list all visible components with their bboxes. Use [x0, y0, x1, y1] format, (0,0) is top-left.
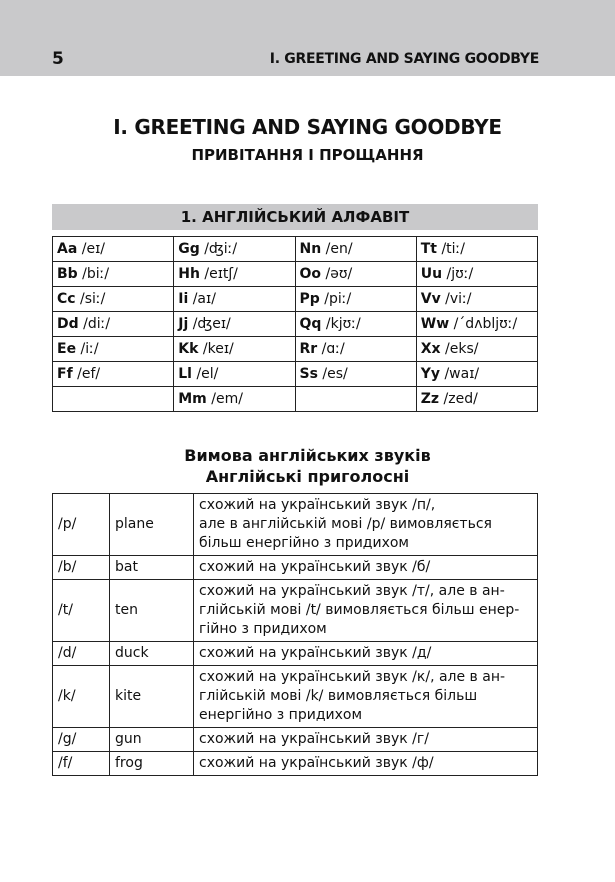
- alphabet-cell: [174, 312, 295, 337]
- consonant-row: [53, 556, 538, 580]
- example-word: frog: [110, 752, 194, 776]
- letter: Ee: [57, 341, 77, 357]
- letter: Xx: [420, 341, 441, 357]
- sound-symbol: /d/: [53, 642, 110, 666]
- alphabet-row: [53, 337, 538, 362]
- description-line: схожий на український звук /т/, але в ан-: [199, 583, 505, 599]
- sound-symbol: /p/: [53, 494, 110, 556]
- alphabet-cell: [416, 262, 537, 287]
- transcription: /əʊ/: [325, 266, 353, 282]
- pronunciation-heading: Вимова англійських звуків: [184, 446, 431, 465]
- alphabet-row: [53, 362, 538, 387]
- consonant-row: [53, 494, 538, 556]
- description-line: схожий на український звук /б/: [199, 559, 431, 575]
- transcription: /eks/: [445, 341, 479, 357]
- sound-description: [194, 580, 538, 642]
- example-word: ten: [110, 580, 194, 642]
- transcription: /eɪ/: [81, 241, 105, 257]
- alphabet-row: [53, 387, 538, 412]
- letter: Vv: [420, 291, 441, 307]
- letter: Kk: [178, 341, 199, 357]
- alphabet-cell: [416, 337, 537, 362]
- letter: Uu: [420, 266, 443, 282]
- letter: Qq: [299, 316, 322, 332]
- alphabet-cell: [295, 262, 416, 287]
- alphabet-row: [53, 312, 538, 337]
- letter: Mm: [178, 391, 207, 407]
- chapter-title: I. GREETING AND SAYING GOODBYE: [113, 115, 502, 139]
- consonant-row: [53, 642, 538, 666]
- transcription: /es/: [322, 366, 348, 382]
- letter: Ss: [299, 366, 318, 382]
- description-line: гійно з придихом: [199, 621, 327, 637]
- alphabet-cell: [416, 287, 537, 312]
- transcription: /ʤeɪ/: [192, 316, 231, 332]
- sound-description: [194, 752, 538, 776]
- letter: Rr: [299, 341, 318, 357]
- description-line: схожий на український звук /г/: [199, 731, 429, 747]
- letter: Tt: [420, 241, 437, 257]
- alphabet-cell: [53, 262, 174, 287]
- letter: Nn: [299, 241, 322, 257]
- transcription: /aɪ/: [192, 291, 216, 307]
- transcription: /tiː/: [441, 241, 465, 257]
- letter: Pp: [299, 291, 320, 307]
- consonant-row: [53, 728, 538, 752]
- alphabet-cell: [174, 337, 295, 362]
- consonants-heading: Англійські приголосні: [205, 467, 410, 486]
- alphabet-cell: [295, 387, 416, 412]
- example-word: duck: [110, 642, 194, 666]
- transcription: /ɑː/: [321, 341, 345, 357]
- sound-description: [194, 666, 538, 728]
- sound-symbol: /f/: [53, 752, 110, 776]
- alphabet-cell: [174, 237, 295, 262]
- alphabet-cell: [53, 337, 174, 362]
- letter: Hh: [178, 266, 200, 282]
- letter: Yy: [420, 366, 441, 382]
- transcription: /ʤiː/: [204, 241, 238, 257]
- transcription: /biː/: [82, 266, 110, 282]
- sound-description: [194, 494, 538, 556]
- transcription: /eɪtʃ/: [204, 266, 238, 282]
- sound-symbol: /b/: [53, 556, 110, 580]
- description-line: глійській мові /t/ вимовляється більш енер-: [199, 602, 520, 618]
- transcription: /ef/: [77, 366, 101, 382]
- description-line: але в англійській мові /р/ вимовляється: [199, 516, 492, 532]
- consonants-table: [52, 493, 538, 776]
- transcription: /piː/: [324, 291, 352, 307]
- description-line: схожий на український звук /д/: [199, 645, 432, 661]
- section-heading: 1. АНГЛІЙСЬКИЙ АЛФАВІТ: [52, 204, 538, 230]
- alphabet-cell: [295, 287, 416, 312]
- alphabet-cell: [295, 362, 416, 387]
- transcription: /diː/: [83, 316, 111, 332]
- example-word: gun: [110, 728, 194, 752]
- transcription: /siː/: [80, 291, 106, 307]
- letter: Ff: [57, 366, 73, 382]
- transcription: /keɪ/: [202, 341, 234, 357]
- example-word: kite: [110, 666, 194, 728]
- running-title: I. GREETING AND SAYING GOODBYE: [269, 51, 539, 67]
- letter: Aa: [57, 241, 78, 257]
- description-line: енергійно з придихом: [199, 707, 363, 723]
- alphabet-cell: [174, 387, 295, 412]
- sound-symbol: /g/: [53, 728, 110, 752]
- example-word: plane: [110, 494, 194, 556]
- letter: Ii: [178, 291, 189, 307]
- alphabet-cell: [53, 237, 174, 262]
- alphabet-cell: [174, 362, 295, 387]
- transcription: /el/: [196, 366, 219, 382]
- letter: Dd: [57, 316, 79, 332]
- description-line: більш енергійно з придихом: [199, 535, 409, 551]
- letter: Ll: [178, 366, 192, 382]
- alphabet-row: [53, 287, 538, 312]
- alphabet-cell: [416, 237, 537, 262]
- letter: Jj: [178, 316, 189, 332]
- transcription: /zed/: [443, 391, 478, 407]
- sound-description: [194, 728, 538, 752]
- consonant-row: [53, 580, 538, 642]
- chapter-subtitle: ПРИВІТАННЯ І ПРОЩАННЯ: [191, 146, 424, 164]
- transcription: /viː/: [445, 291, 472, 307]
- letter: Bb: [57, 266, 78, 282]
- alphabet-cell: [174, 262, 295, 287]
- alphabet-cell: [53, 387, 174, 412]
- sound-symbol: /k/: [53, 666, 110, 728]
- letter: Cc: [57, 291, 76, 307]
- transcription: /´dʌbljʊː/: [453, 316, 518, 332]
- consonant-row: [53, 666, 538, 728]
- example-word: bat: [110, 556, 194, 580]
- sound-description: [194, 556, 538, 580]
- alphabet-row: [53, 262, 538, 287]
- consonant-row: [53, 752, 538, 776]
- description-line: схожий на український звук /п/,: [199, 497, 436, 513]
- description-line: схожий на український звук /ф/: [199, 755, 434, 771]
- alphabet-cell: [295, 337, 416, 362]
- alphabet-cell: [295, 312, 416, 337]
- description-line: схожий на український звук /к/, але в ан-: [199, 669, 506, 685]
- sound-description: [194, 642, 538, 666]
- alphabet-table: [52, 236, 538, 412]
- transcription: /waɪ/: [444, 366, 480, 382]
- alphabet-cell: [174, 287, 295, 312]
- alphabet-row: [53, 237, 538, 262]
- alphabet-cell: [416, 387, 537, 412]
- transcription: /en/: [325, 241, 353, 257]
- transcription: /kjʊː/: [325, 316, 361, 332]
- sound-symbol: /t/: [53, 580, 110, 642]
- transcription: /em/: [211, 391, 243, 407]
- letter: Gg: [178, 241, 200, 257]
- alphabet-cell: [416, 312, 537, 337]
- alphabet-cell: [53, 287, 174, 312]
- page-number: 5: [52, 49, 64, 69]
- letter: Oo: [299, 266, 322, 282]
- page-header: [0, 0, 615, 76]
- description-line: глійській мові /k/ вимовляється більш: [199, 688, 478, 704]
- transcription: /iː/: [80, 341, 99, 357]
- alphabet-cell: [53, 362, 174, 387]
- alphabet-cell: [53, 312, 174, 337]
- alphabet-cell: [416, 362, 537, 387]
- letter: Zz: [420, 391, 440, 407]
- letter: Ww: [420, 316, 450, 332]
- transcription: /jʊː/: [446, 266, 474, 282]
- alphabet-cell: [295, 237, 416, 262]
